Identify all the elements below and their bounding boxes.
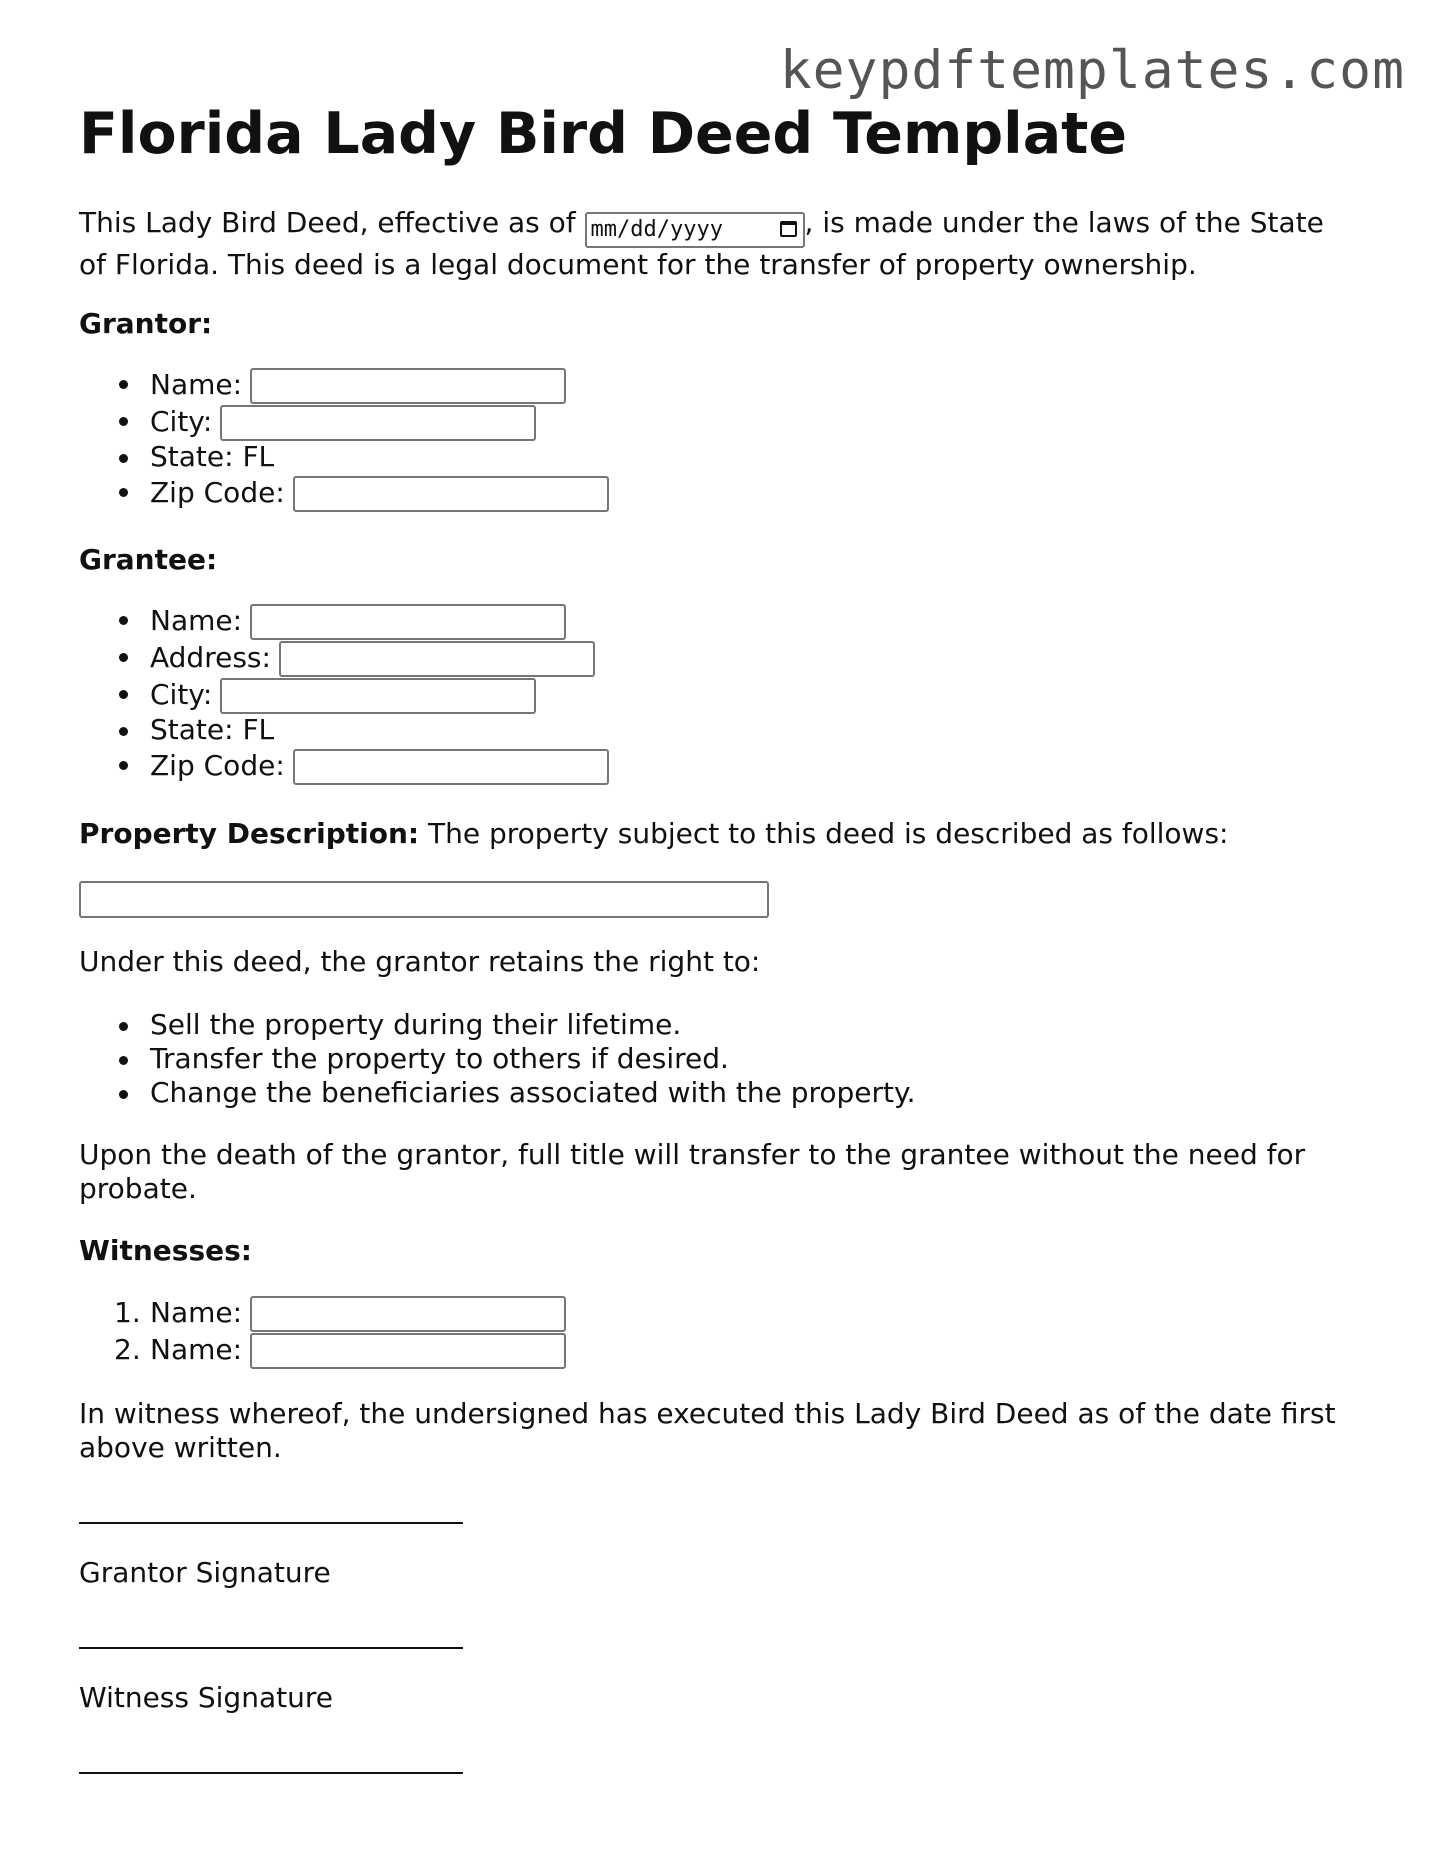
rights-item: Transfer the property to others if desired. xyxy=(79,1042,1369,1076)
grantor-state-label: State: FL xyxy=(150,440,275,473)
property-field-wrap xyxy=(79,881,1369,918)
grantor-city-label: City: xyxy=(150,405,213,438)
grantor-state-item xyxy=(79,440,1369,474)
grantor-signature-label: Grantor Signature xyxy=(79,1556,331,1589)
grantee-name-item xyxy=(79,602,1369,639)
witness-signature-label: Witness Signature xyxy=(79,1681,333,1714)
grantor-name-input[interactable] xyxy=(250,368,566,404)
grantor-name-item xyxy=(79,366,1369,403)
death-clause-line2: probate. xyxy=(79,1172,197,1205)
witnesses-heading: Witnesses: xyxy=(79,1234,252,1267)
grantee-zip-label: Zip Code: xyxy=(150,749,285,782)
witness-name-label: Name: xyxy=(150,1296,243,1329)
intro-text-cont: , is made under the laws of the State xyxy=(804,206,1324,239)
date-placeholder: mm/dd/yyyy xyxy=(590,217,723,242)
property-description-input[interactable] xyxy=(79,881,769,918)
grantee-zip-input[interactable] xyxy=(293,749,609,785)
closing-line1: In witness whereof, the undersigned has executed this Lady Bird Deed as of the date first xyxy=(79,1397,1336,1430)
rights-list xyxy=(79,1008,1369,1110)
grantee-name-label: Name: xyxy=(150,604,243,637)
intro-text: This Lady Bird Deed, effective as of xyxy=(79,206,576,239)
extra-signature-line xyxy=(79,1772,1369,1774)
witness-2-name-input[interactable] xyxy=(250,1333,566,1369)
witness-item xyxy=(79,1294,1369,1331)
witness-name-label: Name: xyxy=(150,1333,243,1366)
grantor-signature-line xyxy=(79,1522,1369,1524)
property-text: The property subject to this deed is described as follows: xyxy=(419,817,1229,850)
grantor-city-input[interactable] xyxy=(220,405,536,441)
grantor-heading: Grantor: xyxy=(79,307,213,340)
grantee-city-input[interactable] xyxy=(220,678,536,714)
watermark: keypdftemplates.com xyxy=(779,40,1405,101)
property-description xyxy=(79,817,1369,851)
grantee-state-label: State: FL xyxy=(150,713,275,746)
witness-number: 1. xyxy=(114,1296,141,1329)
witness-signature-line xyxy=(79,1647,1369,1649)
grantee-city-item xyxy=(79,676,1369,713)
grantee-heading: Grantee: xyxy=(79,543,218,576)
grantor-city-item xyxy=(79,403,1369,440)
intro-paragraph xyxy=(79,206,1369,282)
grantee-zip-item xyxy=(79,747,1369,784)
grantor-zip-input[interactable] xyxy=(293,476,609,512)
grantor-fields xyxy=(79,366,1369,511)
grantee-state-item xyxy=(79,713,1369,747)
grantor-zip-item xyxy=(79,474,1369,511)
intro-text-line2: of Florida. This deed is a legal document for the transfer of property ownership. xyxy=(79,248,1197,281)
death-clause xyxy=(79,1138,1369,1206)
witness-number: 2. xyxy=(114,1333,141,1366)
grantee-address-item xyxy=(79,639,1369,676)
grantor-name-label: Name: xyxy=(150,368,243,401)
closing-paragraph xyxy=(79,1397,1369,1465)
grantee-address-input[interactable] xyxy=(279,641,595,677)
rights-intro: Under this deed, the grantor retains the right to: xyxy=(79,945,761,978)
grantee-city-label: City: xyxy=(150,678,213,711)
effective-date-input[interactable] xyxy=(585,212,805,248)
grantee-address-label: Address: xyxy=(150,641,271,674)
grantee-fields xyxy=(79,602,1369,784)
death-clause-line1: Upon the death of the grantor, full title will transfer to the grantee without the need for xyxy=(79,1138,1306,1171)
witness-1-name-input[interactable] xyxy=(250,1296,566,1332)
rights-item: Change the beneficiaries associated with the property. xyxy=(79,1076,1369,1110)
grantee-name-input[interactable] xyxy=(250,604,566,640)
witnesses-list xyxy=(79,1294,1369,1368)
grantor-zip-label: Zip Code: xyxy=(150,476,285,509)
page-title: Florida Lady Bird Deed Template xyxy=(79,101,1128,167)
closing-line2: above written. xyxy=(79,1431,282,1464)
calendar-icon[interactable] xyxy=(780,221,797,237)
rights-item: Sell the property during their lifetime. xyxy=(79,1008,1369,1042)
property-heading: Property Description: xyxy=(79,817,420,850)
witness-item xyxy=(79,1331,1369,1368)
